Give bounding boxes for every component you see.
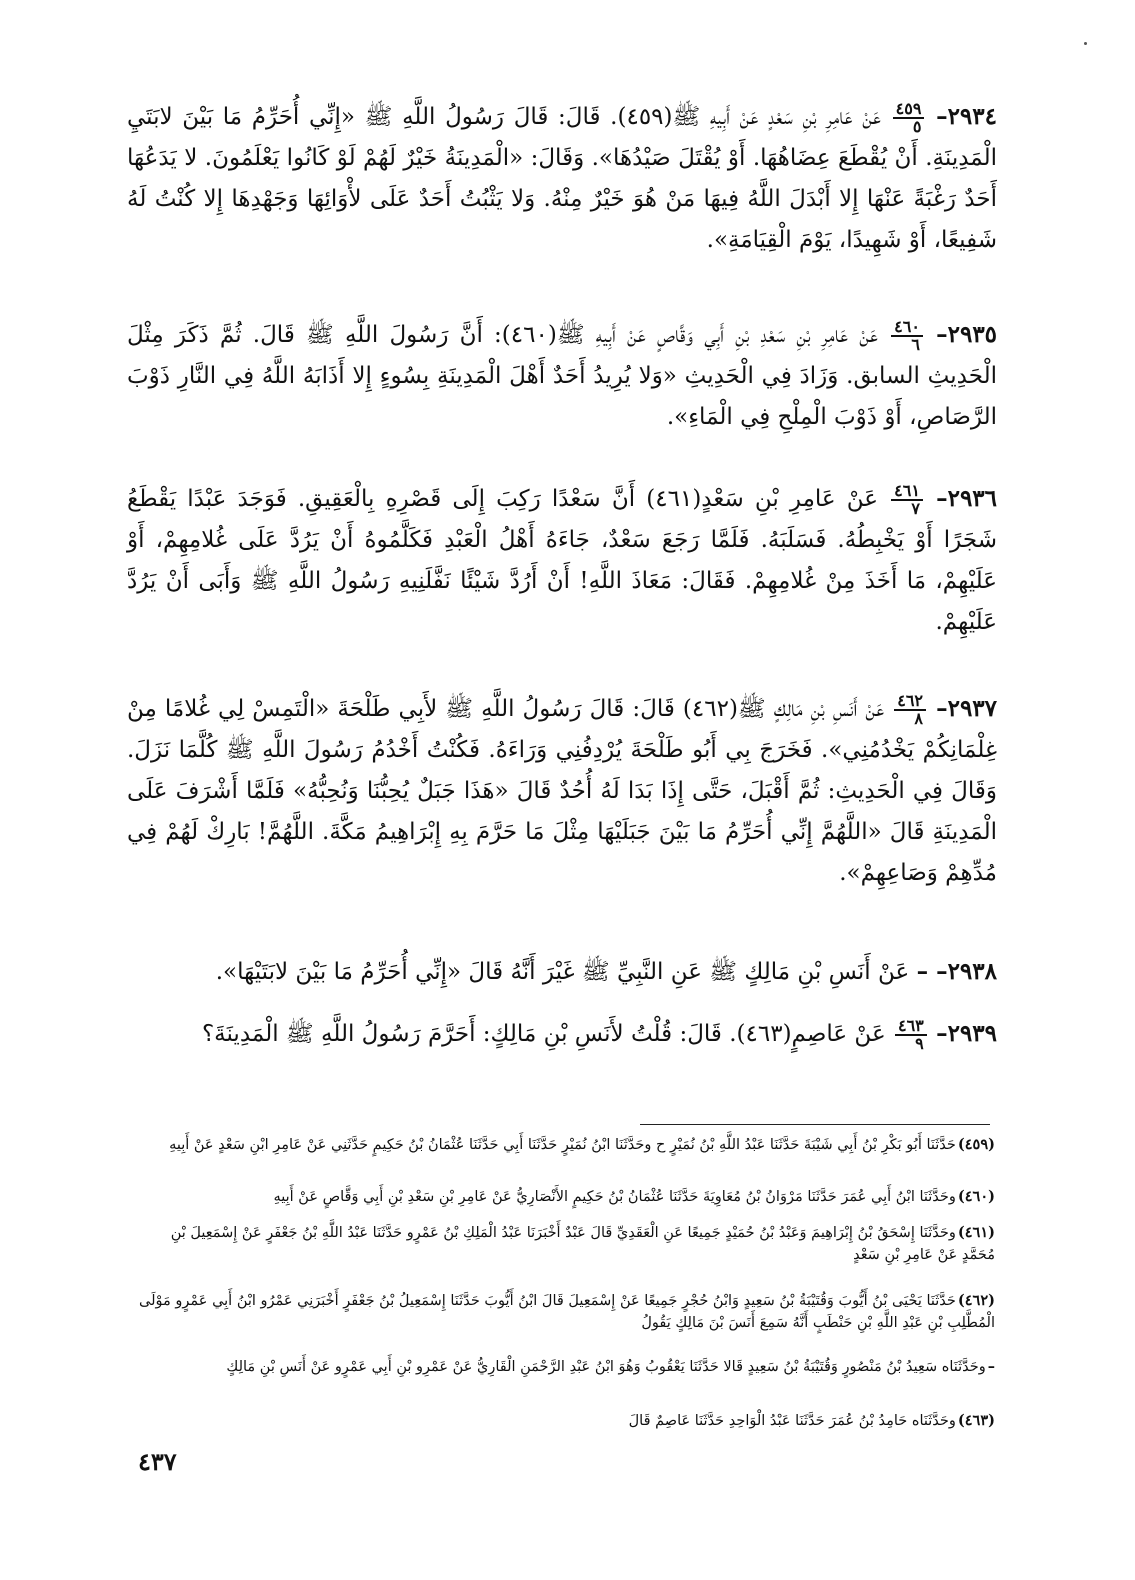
- footnote-number: (٤٥٩): [957, 1136, 995, 1153]
- footnote-number: (٤٦١): [957, 1224, 995, 1241]
- footnote: [135, 1222, 995, 1266]
- hadith-number: ٢٩٣٧: [947, 695, 998, 722]
- hadith-number: ٢٩٣٨: [947, 958, 997, 985]
- hadith-text: عَنْ أَنَسِ بْنِ مَالِكٍ ﷺ عَنِ النَّبِيِّ ﷺ غَيْرَ أَنَّهُ قَالَ «إِنِّي أُحَرِّمُ مَا بَيْنَ لابَتَيْهَا».: [215, 959, 910, 985]
- hadith-number: ٢٩٣٥: [947, 321, 998, 348]
- footnote: [135, 1290, 995, 1334]
- hadith-entry: ٢٩٣٥– $\frac{٤٦٠}{٦}$ عَنْ عَامِرِ بْنِ سَعْدِ بْنِ أَبِي وَقَّاصٍ عَنْ أَبِيهِ ﷺ(٤٦٠): أَنَّ رَسُولَ اللَّهِ ﷺ قَالَ. ثُمَّ ذَكَرَ مِثْلَ الْحَدِيثِ السابق. وَزَادَ فِي الْحَدِيثِ «وَلا يُرِيدُ أَحَدٌ أَهْلَ الْمَدِينَةِ بِسُوءٍ إِلا أَذَابَهُ اللَّهُ فِي النَّارِ ذَوْبَ الرَّصَاصِ، أَوْ ذَوْبَ الْمِلْحِ فِي الْمَاءِ».: [127, 317, 998, 430]
- footnote-text: وحَدَّثَنَاه سَعِيدُ بْنُ مَنْصُورٍ وَقُتَيْبَةُ بْنُ سَعِيدٍ قَالا حَدَّثَنَا يَعْقُوبُ وَهُوَ ابْنُ عَبْدِ الرَّحْمَنِ الْقَارِيُّ عَنْ عَمْرِو بْنِ أَبِي عَمْرٍو عَنْ أَنَسِ بْنِ مَالِكٍ: [226, 1359, 986, 1375]
- sub-number: $\frac{٤٦١}{٧}$: [891, 483, 923, 517]
- footnote-number: (٤٦٣): [957, 1412, 995, 1429]
- hadith-text: عَنْ عَامِرِ بْنِ سَعْدِ بْنِ أَبِي وَقَّاصٍ عَنْ أَبِيهِ ﷺ(٤٦٠): أَنَّ رَسُولَ اللَّهِ ﷺ قَالَ. ثُمَّ ذَكَرَ مِثْلَ الْحَدِيثِ السابق. وَزَادَ فِي الْحَدِيثِ «وَلا يُرِيدُ أَحَدٌ أَهْلَ الْمَدِينَةِ بِسُوءٍ إِلا أَذَابَهُ اللَّهُ فِي النَّارِ ذَوْبَ الرَّصَاصِ، أَوْ ذَوْبَ الْمِلْحِ فِي الْمَاءِ».: [127, 322, 997, 430]
- sub-number: $\frac{٤٦٢}{٨}$: [894, 693, 926, 727]
- hadith-text: عَنْ عَاصِمٍ(٤٦٣). قَالَ: قُلْتُ لأَنَسِ بْنِ مَالِكٍ: أَحَرَّمَ رَسُولُ اللَّهِ ﷺ الْمَدِينَةَ؟: [201, 1021, 886, 1047]
- sub-number: $\frac{٤٦٠}{٦}$: [891, 319, 923, 353]
- footnote-text: وحَدَّثَنَا ابْنُ أَبِي عُمَرَ حَدَّثَنَا مَرْوَانُ بْنُ مُعَاوِيَةَ حَدَّثَنَا عُثْمَانُ بْنُ حَكِيمٍ الأَنْصَارِيُّ عَنْ عَامِرِ بْنِ سَعْدِ بْنِ أَبِي وَقَّاصٍ عَنْ أَبِيهِ: [273, 1189, 956, 1205]
- hadith-text: عَنْ أَنَسِ بْنِ مَالِكٍ ﷺ(٤٦٢) قَالَ: قَالَ رَسُولُ اللَّهِ ﷺ لأَبِي طَلْحَةَ «الْتَمِسْ لِي غُلامًا مِنْ غِلْمَانِكُمْ يَخْدُمُنِي». فَخَرَجَ بِي أَبُو طَلْحَةَ يُرْدِفُنِي وَرَاءَهُ. فَكُنْتُ أَخْدُمُ رَسُولَ اللَّهِ ﷺ كُلَّمَا نَزَلَ. وَقَالَ فِي الْحَدِيثِ: ثُمَّ أَقْبَلَ، حَتَّى إِذَا بَدَا لَهُ أُحُدٌ قَالَ «هَذَا جَبَلٌ يُحِبُّنَا وَنُحِبُّهُ» فَلَمَّا أَشْرَفَ عَلَى الْمَدِينَةِ قَالَ «اللَّهُمَّ إِنِّي أُحَرِّمُ مَا بَيْنَ جَبَلَيْهَا مِثْلَ مَا حَرَّمَ بِهِ إِبْرَاهِيمُ مَكَّةَ. اللَّهُمَّ! بَارِكْ لَهُمْ فِي مُدِّهِمْ وَصَاعِهِمْ».: [127, 696, 997, 886]
- sub-number: $\frac{٤٥٩}{٥}$: [893, 101, 925, 135]
- footnote-text: حَدَّثَنَا أَبُو بَكْرِ بْنُ أَبِي شَيْبَةَ حَدَّثَنَا عَبْدُ اللَّهِ بْنُ نُمَيْرٍ ح وحَدَّثَنَا ابْنُ نُمَيْرٍ حَدَّثَنَا أَبِي حَدَّثَنَا عُثْمَانُ بْنُ حَكِيمٍ حَدَّثَنِي عَنْ عَامِرِ ابْنِ سَعْدٍ عَنْ أَبِيهِ: [169, 1137, 956, 1153]
- footnote: [135, 1186, 995, 1208]
- hadith-entry: ٢٩٣٧– $\frac{٤٦٢}{٨}$ عَنْ أَنَسِ بْنِ مَالِكٍ ﷺ(٤٦٢) قَالَ: قَالَ رَسُولُ اللَّهِ ﷺ لأَبِي طَلْحَةَ «الْتَمِسْ لِي غُلامًا مِنْ غِلْمَانِكُمْ يَخْدُمُنِي». فَخَرَجَ بِي أَبُو طَلْحَةَ يُرْدِفُنِي وَرَاءَهُ. فَكُنْتُ أَخْدُمُ رَسُولَ اللَّهِ ﷺ كُلَّمَا نَزَلَ. وَقَالَ فِي الْحَدِيثِ: ثُمَّ أَقْبَلَ، حَتَّى إِذَا بَدَا لَهُ أُحُدٌ قَالَ «هَذَا جَبَلٌ يُحِبُّنَا وَنُحِبُّهُ» فَلَمَّا أَشْرَفَ عَلَى الْمَدِينَةِ قَالَ «اللَّهُمَّ إِنِّي أُحَرِّمُ مَا بَيْنَ جَبَلَيْهَا مِثْلَ مَا حَرَّمَ بِهِ إِبْرَاهِيمُ مَكَّةَ. اللَّهُمَّ! بَارِكْ لَهُمْ فِي مُدِّهِمْ وَصَاعِهِمْ».: [127, 691, 998, 886]
- hadith-entry: ٢٩٣٨– – عَنْ أَنَسِ بْنِ مَالِكٍ ﷺ عَنِ النَّبِيِّ ﷺ غَيْرَ أَنَّهُ قَالَ «إِنِّي أُحَرِّمُ مَا بَيْنَ لابَتَيْهَا».: [215, 958, 997, 985]
- footnote-divider: [640, 1124, 990, 1125]
- hadith-entry: ٢٩٣٦– $\frac{٤٦١}{٧}$ عَنْ عَامِرِ بْنِ سَعْدٍ(٤٦١) أَنَّ سَعْدًا رَكِبَ إِلَى قَصْرِهِ بِالْعَقِيقِ. فَوَجَدَ عَبْدًا يَقْطَعُ شَجَرًا أَوْ يَخْبِطُهُ. فَسَلَبَهُ. فَلَمَّا رَجَعَ سَعْدٌ، جَاءَهُ أَهْلُ الْعَبْدِ فَكَلَّمُوهُ أَنْ يَرُدَّ عَلَى غُلامِهِمْ، أَوْ عَلَيْهِمْ، مَا أَخَذَ مِنْ غُلامِهِمْ. فَقَالَ: مَعَاذَ اللَّهِ! أَنْ أَرُدَّ شَيْئًا نَفَّلَنِيهِ رَسُولُ اللَّهِ ﷺ وَأَبَى أَنْ يَرُدَّ عَلَيْهِمْ.: [127, 481, 998, 635]
- footnote-text: وحَدَّثَنَا إِسْحَقُ بْنُ إِبْرَاهِيمَ وَعَبْدُ بْنُ حُمَيْدٍ جَمِيعًا عَنِ الْعَقَدِيِّ قَالَ عَبْدٌ أَخْبَرَنَا عَبْدُ الْمَلِكِ بْنُ عَمْرٍو حَدَّثَنَا عَبْدُ اللَّهِ بْنُ جَعْفَرٍ عَنْ إِسْمَعِيلَ بْنِ مُحَمَّدٍ عَنْ عَامِرِ بْنِ سَعْدٍ: [170, 1225, 995, 1263]
- footnote: [135, 1410, 995, 1432]
- hadith-number: ٢٩٣٩: [947, 1020, 997, 1047]
- hadith-number: ٢٩٣٦: [947, 485, 998, 512]
- footnote: [135, 1356, 995, 1378]
- footnote-number: (٤٦٠): [957, 1188, 995, 1205]
- hadith-text: عَنْ عَامِرِ بْنِ سَعْدٍ(٤٦١) أَنَّ سَعْدًا رَكِبَ إِلَى قَصْرِهِ بِالْعَقِيقِ. فَوَجَدَ عَبْدًا يَقْطَعُ شَجَرًا أَوْ يَخْبِطُهُ. فَسَلَبَهُ. فَلَمَّا رَجَعَ سَعْدٌ، جَاءَهُ أَهْلُ الْعَبْدِ فَكَلَّمُوهُ أَنْ يَرُدَّ عَلَى غُلامِهِمْ، أَوْ عَلَيْهِمْ، مَا أَخَذَ مِنْ غُلامِهِمْ. فَقَالَ: مَعَاذَ اللَّهِ! أَنْ أَرُدَّ شَيْئًا نَفَّلَنِيهِ رَسُولُ اللَّهِ ﷺ وَأَبَى أَنْ يَرُدَّ عَلَيْهِمْ.: [127, 486, 997, 635]
- page-number: ٤٣٧: [138, 1447, 177, 1476]
- footnote: [135, 1134, 995, 1156]
- hadith-entry: ٢٩٣٩– $\frac{٤٦٣}{٩}$ عَنْ عَاصِمٍ(٤٦٣). قَالَ: قُلْتُ لأَنَسِ بْنِ مَالِكٍ: أَحَرَّمَ رَسُولُ اللَّهِ ﷺ الْمَدِينَةَ؟: [201, 1016, 997, 1053]
- footnote-text: حَدَّثَنَا يَحْيَى بْنُ أَيُّوبَ وَقُتَيْبَةُ بْنُ سَعِيدٍ وَابْنُ حُجْرٍ جَمِيعًا عَنْ إِسْمَعِيلَ قَالَ ابْنُ أَيُّوبَ حَدَّثَنَا إِسْمَعِيلُ بْنُ جَعْفَرٍ أَخْبَرَنِي عَمْرُو ابْنُ أَبِي عَمْرٍو مَوْلَى الْمُطَّلِبِ بْنِ عَبْدِ اللَّهِ بْنِ حَنْطَبٍ أَنَّهُ سَمِعَ أَنَسَ بْنَ مَالِكٍ يَقُولُ: [139, 1293, 995, 1331]
- sub-number: $\frac{٤٦٣}{٩}$: [895, 1018, 927, 1052]
- scan-speck: [1084, 42, 1087, 45]
- footnote-number: (٤٦٢): [957, 1292, 995, 1309]
- hadith-text: عَنْ عَامِرِ بْنِ سَعْدٍ عَنْ أَبِيهِ ﷺ(٤٥٩). قَالَ: قَالَ رَسُولُ اللَّهِ ﷺ «إِنِّي أُحَرِّمُ مَا بَيْنَ لابَتَيِ الْمَدِينَةِ. أَنْ يُقْطَعَ عِضَاهُهَا. أَوْ يُقْتَلَ صَيْدُهَا». وَقَالَ: «الْمَدِينَةُ خَيْرٌ لَهُمْ لَوْ كَانُوا يَعْلَمُونَ. لا يَدَعُهَا أَحَدٌ رَغْبَةً عَنْهَا إِلا أَبْدَلَ اللَّهُ فِيهَا مَنْ هُوَ خَيْرٌ مِنْهُ. وَلا يَثْبُتُ أَحَدٌ عَلَى لأْوَائِهَا وَجَهْدِهَا إِلا كُنْتُ لَهُ شَفِيعًا، أَوْ شَهِيدًا، يَوْمَ الْقِيَامَةِ».: [127, 104, 997, 253]
- footnote-text: وحَدَّثَنَاه حَامِدُ بْنُ عُمَرَ حَدَّثَنَا عَبْدُ الْوَاحِدِ حَدَّثَنَا عَاصِمٌ قَالَ: [628, 1413, 956, 1429]
- footnote-number: –: [987, 1358, 995, 1375]
- hadith-number: ٢٩٣٤: [947, 103, 997, 130]
- hadith-entry: ٢٩٣٤– $\frac{٤٥٩}{٥}$ عَنْ عَامِرِ بْنِ سَعْدٍ عَنْ أَبِيهِ ﷺ(٤٥٩). قَالَ: قَالَ رَسُولُ اللَّهِ ﷺ «إِنِّي أُحَرِّمُ مَا بَيْنَ لابَتَيِ الْمَدِينَةِ. أَنْ يُقْطَعَ عِضَاهُهَا. أَوْ يُقْتَلَ صَيْدُهَا». وَقَالَ: «الْمَدِينَةُ خَيْرٌ لَهُمْ لَوْ كَانُوا يَعْلَمُونَ. لا يَدَعُهَا أَحَدٌ رَغْبَةً عَنْهَا إِلا أَبْدَلَ اللَّهُ فِيهَا مَنْ هُوَ خَيْرٌ مِنْهُ. وَلا يَثْبُتُ أَحَدٌ عَلَى لأْوَائِهَا وَجَهْدِهَا إِلا كُنْتُ لَهُ شَفِيعًا، أَوْ شَهِيدًا، يَوْمَ الْقِيَامَةِ».: [127, 99, 997, 253]
